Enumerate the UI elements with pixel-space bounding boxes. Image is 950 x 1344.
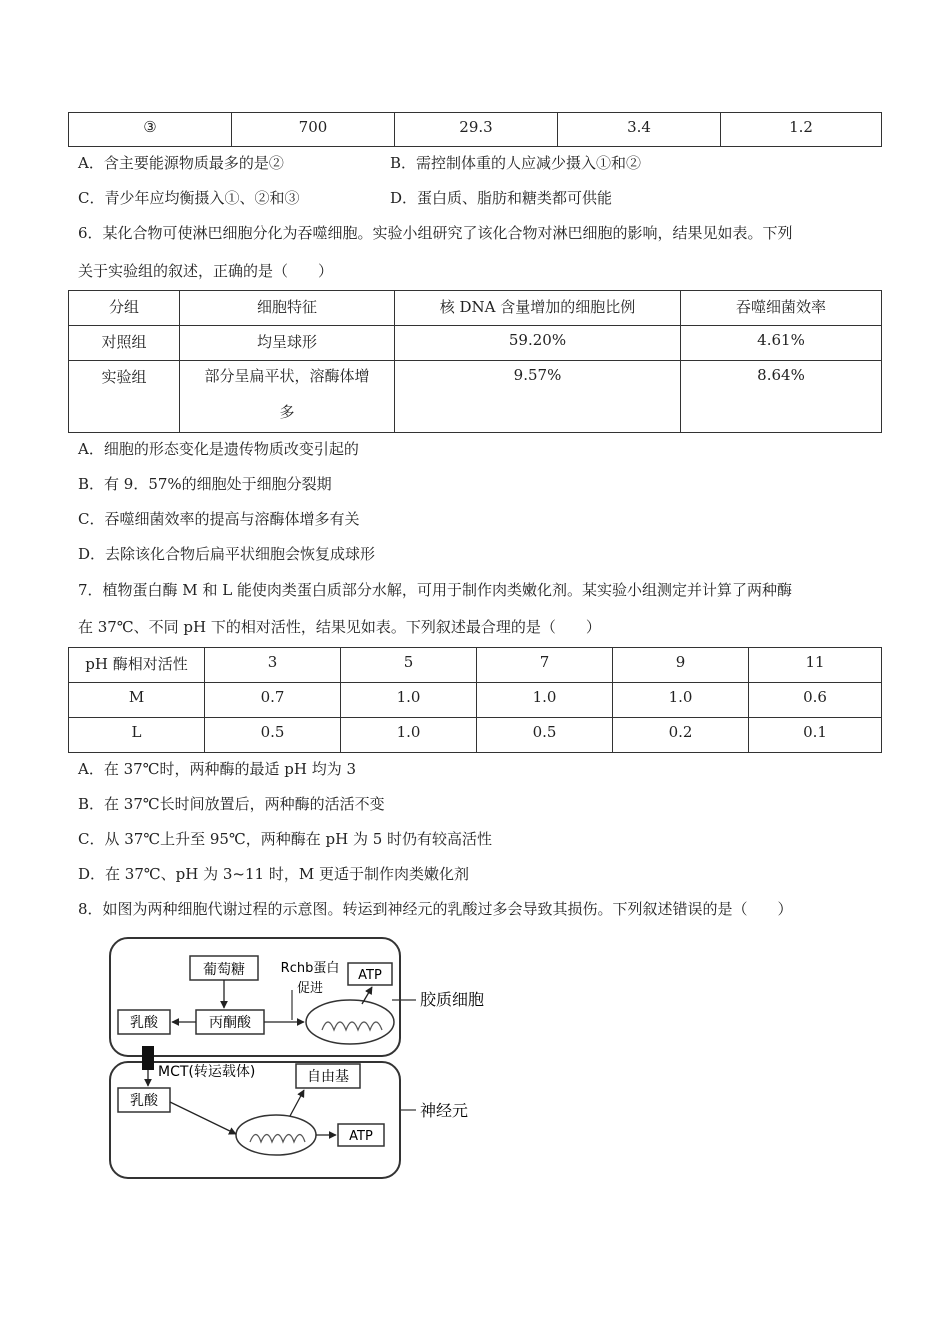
- q6-option-d: D．去除该化合物后扁平状细胞会恢复成球形: [78, 545, 376, 563]
- table-cell: 1.0: [477, 683, 613, 718]
- q5-option-b: B．需控制体重的人应减少摄入①和②: [390, 154, 642, 172]
- table-cell: 0.2: [613, 718, 749, 753]
- q6-option-c: C．吞噬细菌效率的提高与溶酶体增多有关: [78, 510, 360, 528]
- table-row: [69, 113, 882, 147]
- q7-stem-line2: 在 37℃、不同 pH 下的相对活性，结果见如表。下列叙述最合理的是（ ）: [78, 618, 601, 636]
- cell-metabolism-diagram: [100, 930, 520, 1190]
- lactate-top-label: 乳酸: [130, 1015, 158, 1031]
- table-header-cell: 吞噬细菌效率: [681, 291, 882, 326]
- table-cell: 8.64%: [681, 361, 882, 433]
- table-cell: 59.20%: [395, 326, 681, 361]
- table-cell: 0.1: [749, 718, 882, 753]
- lactate-bottom-label: 乳酸: [130, 1093, 158, 1109]
- table-row: [69, 718, 882, 753]
- mitochondrion-bottom-icon: [236, 1115, 316, 1155]
- table-row: [69, 326, 882, 361]
- q6-option-b: B．有 9．57%的细胞处于细胞分裂期: [78, 475, 332, 493]
- table-cell: 1.0: [613, 683, 749, 718]
- table-cell: 0.6: [749, 683, 882, 718]
- table-cell: 0.5: [477, 718, 613, 753]
- table-cell: 均呈球形: [180, 326, 395, 361]
- atp-bottom-label: ATP: [349, 1129, 373, 1144]
- nutrient-table-continuation: [68, 112, 882, 147]
- table-header-cell: 分组: [69, 291, 180, 326]
- q6-stem-line2: 关于实验组的叙述，正确的是（ ）: [78, 262, 334, 280]
- table-cell: M: [69, 683, 205, 718]
- table-header-row: [69, 648, 882, 683]
- glucose-label: 葡萄糖: [203, 962, 245, 978]
- table-row: [69, 683, 882, 718]
- neuron-label: 神经元: [420, 1101, 469, 1120]
- table-cell: ③: [69, 113, 232, 147]
- table-cell: 29.3: [395, 113, 558, 147]
- atp-top-label: ATP: [358, 968, 382, 983]
- table-cell: 0.5: [205, 718, 341, 753]
- table-cell: 700: [232, 113, 395, 147]
- pyruvate-label: 丙酮酸: [209, 1015, 251, 1031]
- table-cell: [180, 361, 395, 433]
- table-header-cell: 3: [205, 648, 341, 683]
- q7-table: [68, 647, 882, 753]
- q8-stem: 8．如图为两种细胞代谢过程的示意图。转运到神经元的乳酸过多会导致其损伤。下列叙述错误的是（ ）: [78, 900, 793, 918]
- q5-option-d: D．蛋白质、脂肪和糖类都可供能: [390, 189, 613, 207]
- table-header-cell: 11: [749, 648, 882, 683]
- table-header-cell: 核 DNA 含量增加的细胞比例: [395, 291, 681, 326]
- table-cell: 4.61%: [681, 326, 882, 361]
- mct-transporter-icon: [142, 1046, 154, 1070]
- glia-label: 胶质细胞: [420, 990, 485, 1009]
- mitochondrion-top-icon: [306, 1000, 394, 1044]
- table-cell: 对照组: [69, 326, 180, 361]
- table-header-row: [69, 291, 882, 326]
- q5-option-a: A．含主要能源物质最多的是②: [78, 154, 284, 172]
- q7-option-a: A．在 37℃时，两种酶的最适 pH 均为 3: [78, 760, 356, 778]
- table-header-cell: 9: [613, 648, 749, 683]
- rchb-label-line2: 促进: [296, 981, 324, 996]
- table-cell: 3.4: [558, 113, 721, 147]
- table-cell: 1.0: [341, 683, 477, 718]
- rchb-label-line1: Rchb蛋白: [280, 961, 340, 976]
- cell-text-line1: 部分呈扁平状，溶酶体增: [204, 367, 370, 385]
- q6-option-a: A．细胞的形态变化是遗传物质改变引起的: [78, 440, 359, 458]
- table-cell: 实验组: [69, 361, 180, 433]
- table-row: [69, 361, 882, 433]
- q6-table: [68, 290, 882, 433]
- cell-text-line2: 多: [279, 403, 295, 421]
- table-header-cell: 5: [341, 648, 477, 683]
- q7-option-c: C．从 37℃上升至 95℃，两种酶在 pH 为 5 时仍有较高活性: [78, 830, 493, 848]
- table-cell: 1.0: [341, 718, 477, 753]
- table-cell: L: [69, 718, 205, 753]
- q7-stem-line1: 7．植物蛋白酶 M 和 L 能使肉类蛋白质部分水解，可用于制作肉类嫩化剂。某实验小组测定并计算了两种酶: [78, 581, 792, 599]
- q6-stem-line1: 6．某化合物可使淋巴细胞分化为吞噬细胞。实验小组研究了该化合物对淋巴细胞的影响，结果见如表。下列: [78, 224, 793, 242]
- table-header-cell: 7: [477, 648, 613, 683]
- free-radical-label: 自由基: [307, 1069, 349, 1085]
- q5-option-c: C．青少年应均衡摄入①、②和③: [78, 189, 300, 207]
- q7-option-d: D．在 37℃、pH 为 3~11 时，M 更适于制作肉类嫩化剂: [78, 865, 469, 883]
- q7-option-b: B．在 37℃长时间放置后，两种酶的活活不变: [78, 795, 385, 813]
- mct-label: MCT(转运载体): [158, 1064, 256, 1080]
- table-cell: 1.2: [721, 113, 882, 147]
- table-cell: 9.57%: [395, 361, 681, 433]
- table-header-cell: 细胞特征: [180, 291, 395, 326]
- table-cell: 0.7: [205, 683, 341, 718]
- table-header-cell: pH 酶相对活性: [69, 648, 205, 683]
